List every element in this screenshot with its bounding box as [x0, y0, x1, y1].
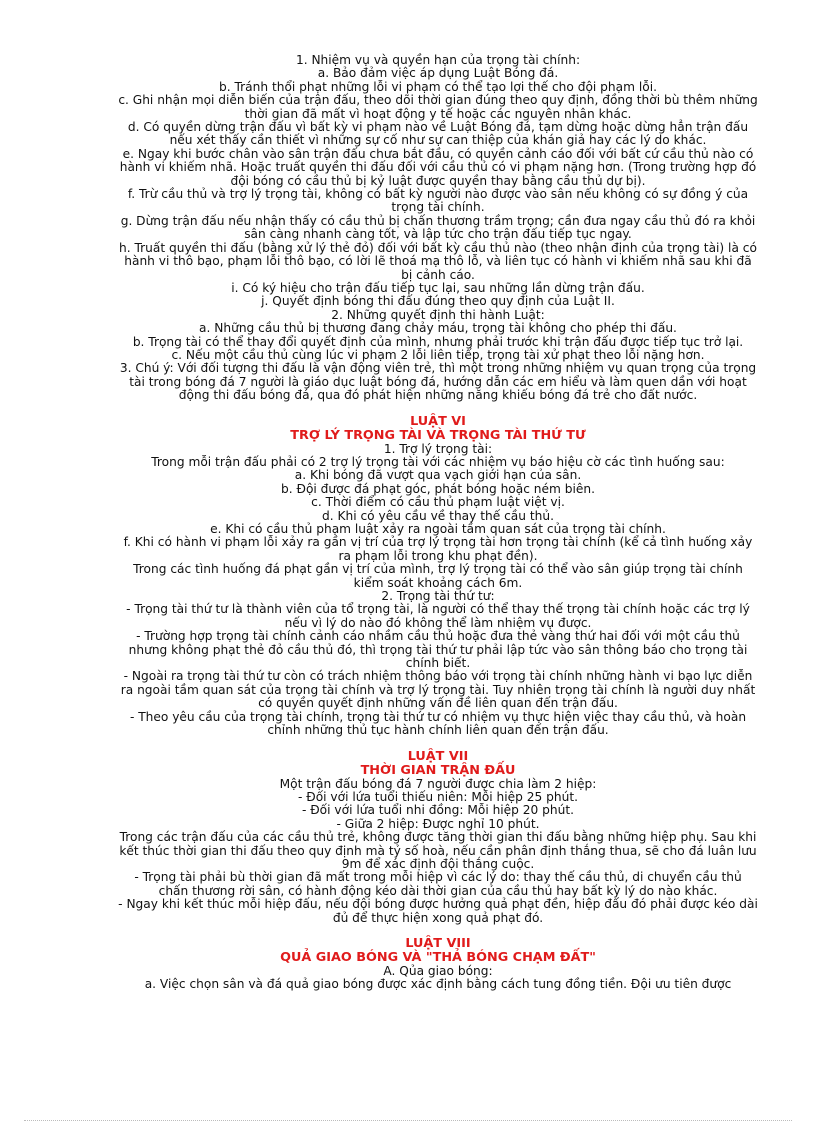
paragraph: a. Khi bóng đã vượt qua vạch giới hạn của sân. — [294, 468, 582, 483]
paragraph: - Theo yêu cầu của trọng tài chính, trọng tài thứ tư có nhiệm vụ thực hiện việc thay cầu thủ, và hoàn chỉnh những thủ tục hành chính liên quan đến trận đấu. — [129, 709, 747, 738]
paragraph: c. Nếu một cầu thủ cùng lúc vi phạm 2 lỗi liên tiếp, trọng tài xử phạt theo lỗi nặng hơn. — [171, 347, 705, 362]
law-title-heading: TRỢ LÝ TRỌNG TÀI VÀ TRỌNG TÀI THỨ TƯ — [290, 427, 586, 443]
paragraph: 3. Chú ý: Với đối tượng thi đấu là vận động viên trẻ, thì một trong những nhiệm vụ quan trọng của trọng tài trong bóng đá 7 người là giáo dục luật bóng đá, hướng dẫn các em hiểu và làm quen dần với hoạt động thi đấu bóng đá, qua đó phát hiện những năng khiếu bóng đá trẻ cho đất nước. — [119, 361, 757, 403]
law-vi-section — [118, 415, 758, 738]
paragraph: f. Trừ cầu thủ và trợ lý trọng tài, không có bất kỳ người nào được vào sân nếu không có sự đồng ý của trọng tài chính. — [127, 187, 749, 215]
paragraph: 2. Những quyết định thi hành Luật: — [331, 307, 545, 322]
law-number-heading: LUẬT VI — [410, 413, 466, 429]
paragraph: 1. Nhiệm vụ và quyền hạn của trọng tài chính: — [295, 53, 581, 67]
page-bottom-divider — [24, 1118, 792, 1121]
paragraph: g. Dừng trận đấu nếu nhận thấy có cầu thủ bị chấn thương trầm trọng; cần đưa ngay cầu thủ đó ra khỏi sân càng nhanh càng tốt, và lập tức cho trận đấu tiếp tục ngay. — [120, 213, 756, 242]
law-viii-section — [118, 937, 758, 992]
paragraph: b. Đội được đá phạt góc, phát bóng hoặc ném biên. — [281, 481, 595, 496]
paragraph: a. Những cầu thủ bị thương đang chảy máu, trọng tài không cho phép thi đấu. — [199, 321, 677, 336]
paragraph: a. Việc chọn sân và đá quả giao bóng được xác định bằng cách tung đồng tiền. Đội ưu tiên được — [144, 977, 732, 992]
paragraph: - Ngoài ra trọng tài thứ tư còn có trách nhiệm thông báo với trọng tài chính những hành vi bạo lực diễn ra ngoài tầm quan sát của trọng tài chính và trợ lý trọng tài. Tuy nhiên trọng tài chính là người duy nhất có quyền quyết định những vấn đề liên quan đến trận đấu. — [120, 669, 756, 711]
paragraph: - Giữa 2 hiệp: Được nghỉ 10 phút. — [336, 816, 540, 831]
paragraph: Trong các trận đấu của các cầu thủ trẻ, không được tăng thời gian thi đấu bằng những hiệp phụ. Sau khi kết thúc thời gian thi đấu theo quy định mà tỷ số hoà, nếu cần phân định thắng thua, sẽ cho đá luân lưu 9m để xác định đội thắng cuộc. — [119, 830, 757, 871]
paragraph: - Ngay khi kết thúc mỗi hiệp đấu, nếu đội bóng được hưởng quả phạt đền, hiệp đấu đó phải được kéo dài đủ để thực hiện xong quả phạt đó. — [118, 897, 758, 925]
law-number-heading: LUẬT VII — [407, 748, 469, 764]
law-v-section — [118, 54, 758, 403]
law-number-heading: LUẬT VIII — [405, 935, 471, 951]
law-title-heading: QUẢ GIAO BÓNG VÀ "THẢ BÓNG CHẠM ĐẤT" — [280, 949, 596, 965]
paragraph: - Trọng tài thứ tư là thành viên của tổ trọng tài, là người có thể thay thế trọng tài chính hoặc các trợ lý nếu vì lý do nào đó không thể làm nhiệm vụ được. — [126, 602, 750, 630]
paragraph: Trong mỗi trận đấu phải có 2 trợ lý trọng tài với các nhiệm vụ báo hiệu cờ các tình huống sau: — [151, 454, 725, 469]
law-title-heading: THỜI GIAN TRẬN ĐẤU — [360, 762, 516, 778]
paragraph: - Đối với lứa tuổi nhi đồng: Mỗi hiệp 20 phút. — [301, 803, 575, 818]
paragraph: d. Có quyền dừng trận đấu vì bất kỳ vi phạm nào về Luật Bóng đá, tạm dừng hoặc dừng hẳn trận đấu nếu xét thấy cần thiết vì những sự cố như sự can thiệp của khán giả hay các lý do khác. — [127, 120, 749, 148]
paragraph: b. Trọng tài có thể thay đổi quyết định của mình, nhưng phải trước khi trận đấu được tiếp tục trở lại. — [132, 334, 744, 349]
paragraph: h. Truất quyền thi đấu (bằng xử lý thẻ đỏ) đối với bất kỳ cầu thủ nào (theo nhận định của trọng tài) là có hành vi thô bạo, phạm lỗi thô bạo, có lời lẽ thoá mạ thô lỗ, và liên tục có hành vi khiếm nhã sau khi đã bị cảnh cáo. — [119, 240, 757, 282]
paragraph: A. Qủa giao bóng: — [383, 963, 493, 978]
paragraph: c. Thời điểm có cầu thủ phạm luật việt vị. — [311, 495, 565, 510]
paragraph: a. Bảo đảm việc áp dụng Luật Bóng đá. — [317, 66, 559, 81]
paragraph: e. Ngay khi bước chân vào sân trận đấu chưa bắt đầu, có quyền cảnh cáo đối với bất cứ cầu thủ nào có hành vi khiếm nhã. Hoặc truất quyền thi đấu đối với cầu thủ có vi phạm nặng hơn. (Trong trường hợp đó đội bóng có cầu thủ bị kỷ luật được quyền thay bằng cầu thủ dự bị). — [119, 146, 757, 188]
paragraph: 2. Trọng tài thứ tư: — [381, 589, 495, 604]
paragraph: c. Ghi nhận mọi diễn biến của trận đấu, theo dõi thời gian đúng theo quy định, đồng thời bù thêm những thời gian đã mất vì hoạt động y tế hoặc các nguyên nhân khác. — [118, 93, 758, 121]
paragraph: Trong các tình huống đá phạt gần vị trí của mình, trợ lý trọng tài có thể vào sân giúp trọng tài chính kiểm soát khoảng cách 6m. — [133, 562, 743, 590]
paragraph: - Đối với lứa tuổi thiếu niên: Mỗi hiệp 25 phút. — [297, 789, 578, 804]
paragraph: b. Tránh thổi phạt những lỗi vi phạm có thể tạo lợi thế cho đội phạm lỗi. — [219, 79, 657, 94]
paragraph: e. Khi có cầu thủ phạm luật xảy ra ngoài tầm quan sát của trọng tài chính. — [210, 522, 666, 536]
paragraph: - Trọng tài phải bù thời gian đã mất trong mỗi hiệp vì các lý do: thay thế cầu thủ, di chuyển cầu thủ chấn thương rời sân, có hành động kéo dài thời gian của cầu thủ hay bất kỳ lý do nào khác. — [134, 870, 742, 898]
paragraph: d. Khi có yêu cầu về thay thế cầu thủ. — [322, 508, 554, 523]
paragraph: 1. Trợ lý trọng tài: — [383, 441, 493, 456]
paragraph: f. Khi có hành vi phạm lỗi xảy ra gần vị trí của trợ lý trọng tài hơn trọng tài chính (kể cả tình huống xảy ra phạm lỗi trong khu phạt đền). — [123, 535, 753, 563]
paragraph: Một trận đấu bóng đá 7 người được chia làm 2 hiệp: — [279, 776, 597, 791]
law-vii-section — [118, 750, 758, 925]
paragraph: j. Quyết định bóng thi đấu đúng theo quy định của Luật II. — [261, 294, 615, 309]
document-page — [118, 54, 758, 992]
paragraph: i. Có ký hiệu cho trận đấu tiếp tục lại, sau những lần dừng trận đấu. — [231, 280, 645, 295]
paragraph: - Trường hợp trọng tài chính cảnh cáo nhầm cầu thủ hoặc đưa thẻ vàng thứ hai đối với một cầu thủ nhưng không phạt thẻ đỏ cầu thủ đó, thì trọng tài thứ tư phải lập tức vào sân thông báo cho trọng tài chính biết. — [128, 629, 748, 671]
